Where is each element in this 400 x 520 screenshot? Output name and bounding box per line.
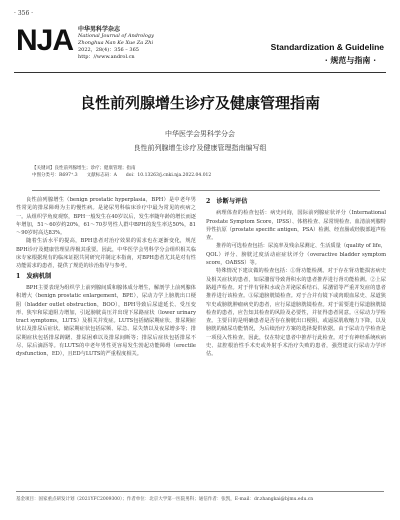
right-column bbox=[206, 196, 386, 359]
author-group: 良性前列腺增生诊疗及健康管理指南编写组 bbox=[133, 144, 267, 152]
journal-website[interactable]: http：//www.androl.cn bbox=[78, 54, 135, 60]
journal-logo: NJA bbox=[16, 24, 74, 57]
paragraph: 随着生活水平的提高，BPH患者对治疗效果的需求也在逐渐变化，规范BPH诊疗及健康管理显得极其重要。因此，中华医学会男科学分会组织相关临床专家根据现有的临床证据共同研究并制定本指南，对BPH患者尤其是对有性功能需求的患者，提供了规范的诊治指导与参考。 bbox=[16, 238, 196, 270]
journal-issue: 2022，28(4)：356 – 365 bbox=[78, 47, 139, 53]
journal-info bbox=[78, 26, 154, 61]
article-metadata bbox=[32, 165, 380, 179]
section-heading: 1 发病机制 bbox=[16, 272, 52, 280]
paragraph: BPH主要表现为组织学上前列腺间质和腺体成分增生，解剖学上前列腺体积增大（benign prostatic enlargement，BPE），尿动力学上膀胱出口梗阻（bladder outlet obstruction，BOO），BPH导致后尿道延长、受压变形、狭窄和尿道阻力增加，引起膀胱高压并出现下尿路症状（lower urinary tract symptoms，LUTS）及相关并发症。LUTS包括储尿期症状、排尿期症状以及排尿后症状。储尿期症状包括尿频、尿急、尿失禁以及夜尿增多等；排尿期症状包括排尿踌躇、排尿困难以及排尿间断等；排尿后症状包括排尿不尽、尿后滴沥等。有LUTS的中老年男性更容易发生勃起功能障碍（erectile dysfunction，ED），且ED与LUTS的严重程度相关。 bbox=[16, 284, 196, 358]
footnote: 基金项目：国家重点研发计划（2021YFC2009300）；作者单位：北京大学第一医院男科；通信作者：张凯，E-mail：dr.zhangkai@bjmu.edu.cn bbox=[16, 497, 314, 502]
section-title-cn: · 规范与指南 · bbox=[324, 55, 376, 65]
metadata-divider bbox=[32, 190, 380, 191]
section-heading: 2 诊断与评估 bbox=[206, 198, 248, 205]
classification-line: 中图分类号：R697⁺.3 文献标志码：A doi：10.13263/j.cnki.nja.2022.04.012 bbox=[32, 173, 212, 178]
paragraph: 病理体查的检查包括：病史问询，国际前列腺症状评分（International Prostate Symptom Score，IPSS）、体格检查、尿常规检查、血清前列腺特异性抗原（prostate specific antigen，PSA）检测、经直肠或经腹部超声检查。 bbox=[206, 210, 386, 242]
section-title-en: Standardization & Guideline bbox=[270, 42, 384, 52]
article-title: 良性前列腺增生诊疗及健康管理指南 bbox=[79, 94, 320, 112]
left-column bbox=[16, 196, 196, 359]
journal-name-cn: 中华男科学杂志 bbox=[78, 26, 121, 33]
header-divider bbox=[14, 72, 386, 73]
journal-name-pinyin: Zhonghua Nan Ke Xue Za Zhi bbox=[78, 40, 154, 46]
paragraph: 良性前列腺增生（benign prostatic hyperplasia，BPH）是中老年男性常见的排尿障碍为主的慢性病。是泌尿男科临床诊疗中最为常见的疾病之一。从组织学角度观察，BPH一般发生在40岁以后，发生率随年龄的增长而逐年增加，51～60岁约20%，61～70岁男性人群中BPH的发生率达50%，81～90岁时高达83%。 bbox=[16, 197, 196, 237]
footer-divider bbox=[16, 491, 384, 492]
author-organization: 中华医学会男科学分会 bbox=[165, 130, 235, 138]
page-number: · 356 · bbox=[14, 10, 34, 17]
keywords: 【关键词】良性前列腺增生；诊疗；健康管理；指南 bbox=[32, 166, 136, 171]
paragraph: 特殊情况下建议做的检查包括：①肾功能检测。对于存在肾功能损害病史及相关症状的患者，如尿潴留导致肾积水的患者推荐进行肾功能检测。②上尿路超声检查。对于伴有肾积水或合并泌尿系结石、尿潴留等严重并发症的患者推荐进行该检查。③尿道膀胱镜检查。对于合并有镜下或肉眼血尿史、尿道狭窄史或膀胱肿瘤病史的患者，应行尿道膀胱镜检查。对于需要进行尿道膀胱镜检查的患者，应告知其检查的风险及必要性，并征得患者同意。④尿动力学检查。主要目的是明确患者是否存在膀胱出口梗阻，或逼尿肌收缩力下降，以及膀胱的储尿功能情况，为后续治疗方案的选择提供依据。由于尿动力学检查是一项侵入性检查，因此，仅在特定患者中推荐行此检查。对于有神经系统疾病史、盆腔根治性手术史或外射手术治疗失败的患者，强烈建议行尿动力学评估。 bbox=[206, 268, 386, 358]
paragraph: 推荐的可选检查包括：尿流率及残余尿测定、生活质量（quality of life，QOL）评分、膀胱过度活动症症状评分（overactive bladder symptom score，OABSS）等。 bbox=[206, 243, 386, 267]
journal-name-en: National Journal of Andrology bbox=[78, 33, 154, 39]
